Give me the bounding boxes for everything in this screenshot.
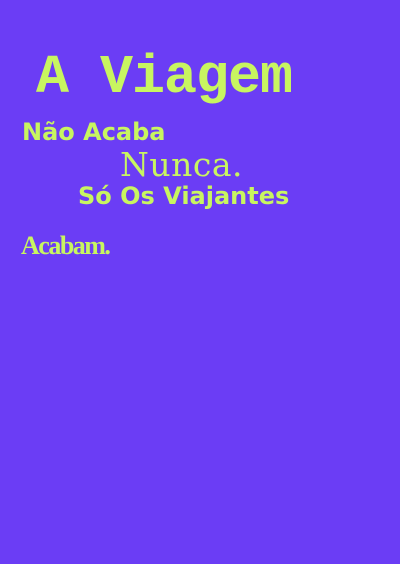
- headline-line-3: Nunca.: [120, 145, 244, 184]
- headline-line-1: A Viagem: [36, 46, 293, 109]
- headline-line-5: Acabam.: [21, 231, 110, 260]
- headline-line-4: Só Os Viajantes: [78, 182, 290, 210]
- headline-line-2: Não Acaba: [22, 118, 166, 146]
